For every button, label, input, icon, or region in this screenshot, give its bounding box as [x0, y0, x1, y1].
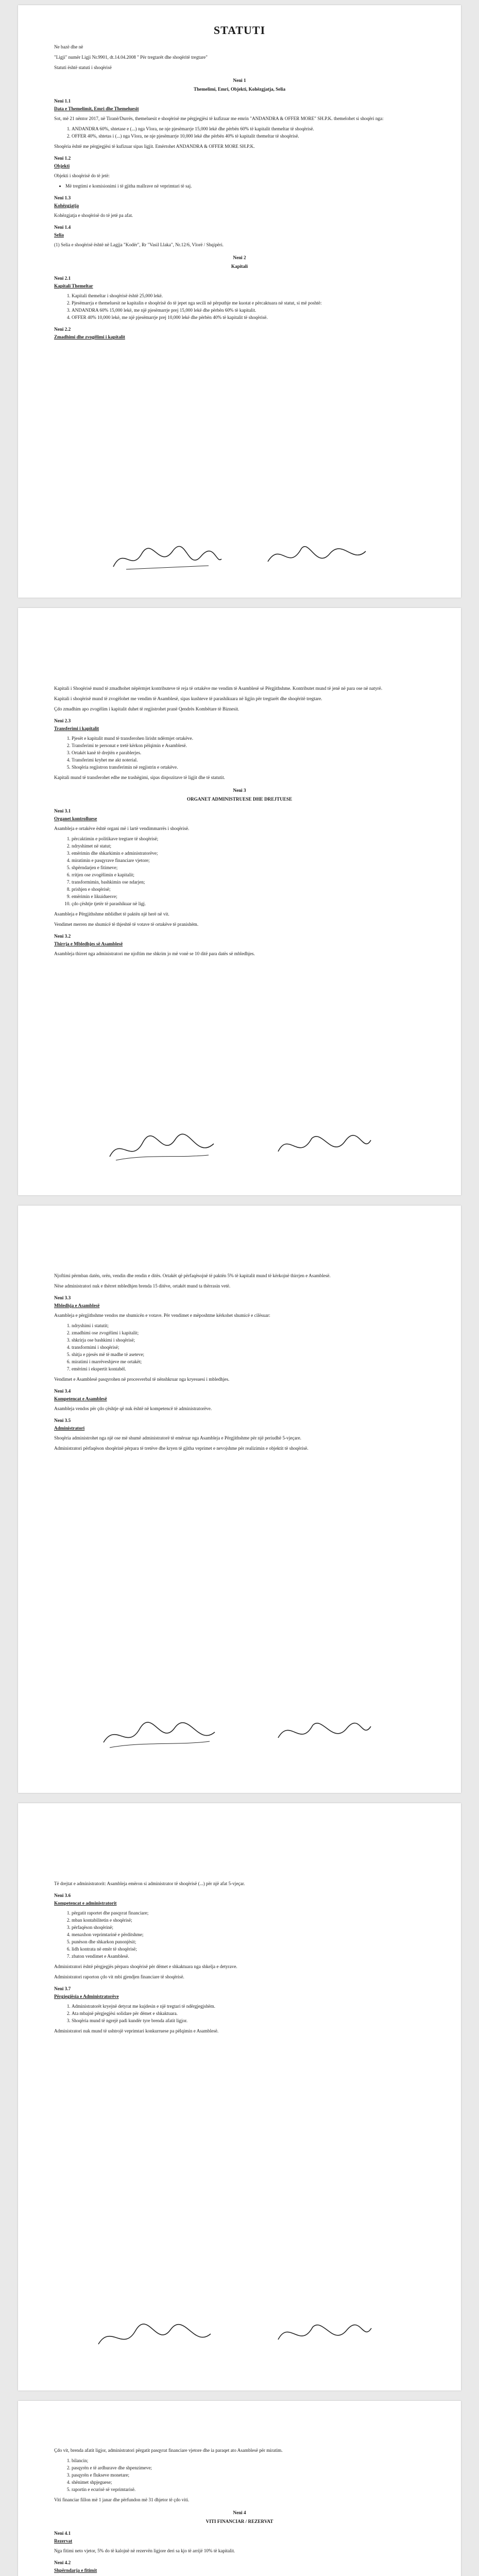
section-title: Kompetencat e Asamblesë [54, 1396, 107, 1401]
list-item: 4. menaxhon veprimtarinë e përditshme; [72, 1931, 425, 1938]
paragraph: Të drejtat e administratorit: Asambleja emëron si administrator të shoqërisë (...) për një afat 5-vjeçar. [54, 1881, 245, 1886]
list-item: 2. pasqyrën e të ardhurave dhe shpenzimeve; [72, 2465, 425, 2471]
section-number: Neni 3.2 [54, 934, 71, 939]
paragraph: Nga fitimi neto vjetor, 5% do të kalojnë në rezervën ligjore deri sa kjo të arrijë 10% të kapitalit. [54, 2548, 235, 2553]
paragraph: Vendimet e Asamblesë pasqyrohen në procesverbal të nënshkruar nga kryesuesi i mbledhjes. [54, 1377, 230, 1382]
list-item: 6. lidh kontrata në emër të shoqërisë; [72, 1946, 425, 1953]
section-number: Neni 1.4 [54, 225, 71, 230]
document-title: STATUTI [213, 24, 266, 37]
article-number: Neni 4 [233, 2510, 246, 2515]
paragraph: Administratori nuk mund të ushtrojë veprimtari konkurruese pa pëlqimin e Asamblesë. [54, 2028, 219, 2033]
paragraph: Asambleja thirret nga administratori me njoftim me shkrim jo më vonë se 10 ditë para datës së mbledhjes. [54, 951, 255, 956]
list-item: 3. shkrirja ose bashkimi i shoqërisë; [72, 1337, 425, 1344]
list-item: 6. rritjen ose zvogëlimin e kapitalit; [72, 872, 425, 878]
list-item: 5. shitja e pjesës më të madhe të aseteve; [72, 1351, 425, 1358]
section-title: Kapitali Themeltar [54, 283, 93, 289]
list-item: 1. bilancin; [72, 2458, 425, 2464]
paragraph: Shoqëria administrohet nga një ose më shumë administratorë të emëruar nga Asambleja e Përgjithshme për një periudhë 5-vjeçare. [54, 1435, 301, 1440]
list-item: 1. Pjesët e kapitalit mund të transferohen lirisht ndërmjet ortakëve. [72, 735, 425, 742]
list-item: 3. emërimin dhe shkarkimin e administratorëve; [72, 850, 425, 857]
list-item: 3. Shoqëria mund të ngrejë padi kundër tyre brenda afatit ligjor. [72, 2018, 425, 2024]
signature-graphic [111, 541, 224, 577]
list-item: 7. transformimin, bashkimin ose ndarjen; [72, 879, 425, 886]
signature-graphic [95, 2318, 214, 2360]
list-item: 6. miratimi i marrëveshjeve me ortakët; [72, 1359, 425, 1365]
signature-graphic [276, 1126, 373, 1167]
signature-graphic [276, 2316, 373, 2357]
list-item: 1. ndryshimi i statutit; [72, 1323, 425, 1329]
section-title: Zmadhimi dhe zvogëlimi i kapitalit [54, 334, 125, 340]
list-item: 9. emërimin e likuiduesve; [72, 893, 425, 900]
section-title: Transferimi i kapitalit [54, 726, 99, 731]
signature-graphic [106, 1128, 219, 1170]
list-item: 2. mban kontabilitetin e shoqërisë; [72, 1917, 425, 1924]
list-item: 10. çdo çështje tjetër të parashikuar në ligj. [72, 901, 425, 907]
section-number: Neni 3.1 [54, 808, 71, 814]
list-item: 7. emërimi i ekspertit kontabël. [72, 1366, 425, 1372]
paragraph: Kapitali mund të transferohet edhe me trashëgimi, sipas dispozitave të ligjit dhe të statutit. [54, 775, 225, 780]
paragraph: Njoftimi përmban datën, orën, vendin dhe rendin e ditës. Ortakët që përfaqësojnë të paktën 5% të kapitalit mund të kërkojnë thirrjen e Asamblesë. [54, 1273, 331, 1278]
list-item: 5. punëson dhe shkarkon punonjësit; [72, 1939, 425, 1945]
section-title: Shpërndarja e fitimit [54, 2568, 97, 2573]
paragraph: Asambleja e Përgjithshme mblidhet të paktën një herë në vit. [54, 911, 169, 917]
paragraph: Çdo vit, brenda afatit ligjor, administratori përgatit pasqyrat financiare vjetore dhe ia paraqet ato Asamblesë për miratim. [54, 2448, 283, 2453]
section-number: Neni 3.4 [54, 1388, 71, 1394]
document-page-4 [18, 1803, 461, 2391]
paragraph: Administratori raporton çdo vit mbi gjendjen financiare të shoqërisë. [54, 1974, 184, 1979]
list-item: 3. Ortakët kanë të drejtën e parablerjes. [72, 750, 425, 756]
article-heading: Kapitali [231, 264, 248, 269]
section-number: Neni 3.6 [54, 1893, 71, 1898]
list-item: • Më tregtimi e komisionimi i të gjitha mallrave në veprimtari të saj. [65, 183, 425, 190]
paragraph: Asambleja e përgjithshme vendos me shumicën e votave. Për vendimet e mëposhtme kërkohet shumicë e cilësuar: [54, 1313, 270, 1318]
article-heading: VITI FINANCIAR / REZERVAT [206, 2519, 273, 2524]
paragraph: Kapitali i Shoqërisë mund të zmadhohet nëpërmjet kontributeve të reja të ortakëve me vendim të Asamblesë së Përgjithshme. Kontributet mund të jenë në para ose në natyrë. [54, 686, 383, 691]
paragraph: Kohëzgjatja e shoqërisë do të jetë pa afat. [54, 213, 133, 218]
section-title: Rezervat [54, 2538, 73, 2544]
section-number: Neni 2.3 [54, 718, 71, 723]
paragraph: Kapitali i shoqërisë mund të zvogëlohet me vendim të Asamblesë, sipas kushteve të parashikuara në ligjin për tregtarët dhe shoqëritë tregtare. [54, 696, 322, 701]
section-number: Neni 2.1 [54, 276, 71, 281]
list-item: 3. përfaqëson shoqërinë; [72, 1924, 425, 1931]
document-page-3 [18, 1206, 461, 1793]
list-item: 2. Transferimi te personat e tretë kërkon pëlqimin e Asamblesë. [72, 742, 425, 749]
section-number: Neni 1.3 [54, 195, 71, 200]
list-item: 2. Pjesëmarrja e themeluesit ne kapitalin e shoqërisë do të jepet nga secili në përputhje me kuotat e përcaktuara në statut, si më poshtë: [72, 300, 425, 307]
list-item: 7. zbaton vendimet e Asamblesë. [72, 1953, 425, 1960]
section-number: Neni 4.2 [54, 2560, 71, 2565]
list-item: 1. Administratorët kryejnë detyrat me kujdesin e një tregtari të ndërgjegjshëm. [72, 2003, 425, 2010]
paragraph: Vendimet merren me shumicë të thjeshtë të votave të ortakëve të pranishëm. [54, 922, 199, 927]
list-item: 1. përcaktimin e politikave tregtare të shoqërisë; [72, 836, 425, 842]
document-page-5 [18, 2401, 461, 2576]
list-item: 2. ndryshimet në statut; [72, 843, 425, 850]
section-number: Neni 3.3 [54, 1295, 71, 1300]
paragraph: Asambleja vendos për çdo çështje që nuk është në kompetencë të administratorëve. [54, 1406, 212, 1411]
section-number: Neni 3.5 [54, 1418, 71, 1423]
document-page-2 [18, 608, 461, 1195]
section-number: Neni 2.2 [54, 327, 71, 332]
article-number: Neni 1 [233, 78, 246, 83]
paragraph: Sot, më 21 nëntor 2017, në Tiranë/Durrës, themeluesit e shoqërisë me përgjegjësi të kufizuar me emrin "ANDANDRA & OFFER MORE" SH.P.K. themelohet si shoqëri nga: [54, 116, 384, 121]
paragraph: Çdo zmadhim apo zvogëlim i kapitalit duhet të regjistrohet pranë Qendrës Kombëtare të Biznesit. [54, 706, 239, 711]
paragraph: Nëse administratori nuk e thërret mbledhjen brenda 15 ditëve, ortakët mund ta thërrasin vetë. [54, 1283, 231, 1289]
section-title: Data e Themelimit, Emri dhe Themeluesit [54, 106, 139, 111]
signature-graphic [265, 538, 368, 574]
list-item: 2. Ata mbajnë përgjegjësi solidare për dëmet e shkaktuara. [72, 2010, 425, 2017]
section-title: Përgjegjësia e Administratorëve [54, 1994, 119, 1999]
paragraph: Asambleja e ortakëve është organi më i lartë vendimmarrës i shoqërisë. [54, 826, 190, 831]
header-line: Ne bazë dhe në [54, 44, 83, 49]
section-title: Objekti [54, 163, 70, 168]
list-item: 2. OFFER 40%, shtetas i (...) nga Vlora, ne nje pjesëmarrje 10,000 lekë dhe përbën 40% të kapitalit themeltar të shoqërisë. [72, 133, 425, 140]
paragraph: Objekti i shoqërisë do të jetë: [54, 173, 110, 178]
section-title: Administratori [54, 1426, 85, 1431]
article-heading: ORGANET ADMINISTRUESE DHE DREJTUESE [186, 796, 293, 802]
paragraph: Administratori përfaqëson shoqërinë përpara të tretëve dhe kryen të gjitha veprimet e nevojshme për realizimin e objektit të shoqërisë. [54, 1446, 309, 1451]
article-number: Neni 2 [233, 255, 246, 260]
list-item: 4. Transferimi kryhet me akt noterial. [72, 757, 425, 764]
section-title: Organet kontrolluese [54, 816, 97, 821]
list-item: 4. miratimin e pasqyrave financiare vjetore; [72, 857, 425, 864]
section-number: Neni 1.1 [54, 98, 71, 104]
paragraph: Shoqëria është me përgjegjësi të kufizuar sipas ligjit. Emërtohet ANDANDRA & OFFER MORE SH.P.K. [54, 144, 255, 149]
article-number: Neni 3 [233, 788, 246, 793]
section-number: Neni 1.2 [54, 156, 71, 161]
list-item: 4. transformimi i shoqërisë; [72, 1344, 425, 1351]
list-item: 8. prishjen e shoqërisë; [72, 886, 425, 893]
list-item: 5. Shoqëria regjistron transferimin në regjistrin e ortakëve. [72, 764, 425, 771]
list-item: 3. ANDANDRA 60% 15,000 lekë, me një pjesëmarrje prej 15,000 lekë dhe përbën 60% të kapitalit. [72, 307, 425, 314]
paragraph: Administratori është përgjegjës përpara shoqërisë për dëmet e shkaktuara nga shkelja e detyrave. [54, 1964, 237, 1969]
section-number: Neni 3.7 [54, 1986, 71, 1991]
list-item: 1. Kapitali themeltar i shoqërisë është 25,000 lekë. [72, 293, 425, 299]
list-item: 5. shpërndarjen e fitimeve; [72, 865, 425, 871]
section-title: Kohëzgjatja [54, 203, 79, 208]
section-title: Thirrja e Mbledhjes së Asamblesë [54, 941, 123, 946]
section-title: Mbledhja e Asamblesë [54, 1303, 100, 1308]
list-item: 3. pasqyrën e flukseve monetare; [72, 2472, 425, 2479]
section-title: Kompetencat e administratorit [54, 1901, 117, 1906]
paragraph: (1) Selia e shoqërisë është në Lagjja "Kodër", Rr "Vasil Llaka", Nr.12/6, Vlorë / Shqipëri. [54, 242, 224, 247]
list-item: 2. zmadhimi ose zvogëlimi i kapitalit; [72, 1330, 425, 1336]
document-page-1 [18, 5, 461, 598]
list-item: 4. shënimet shpjeguese; [72, 2479, 425, 2486]
header-line: "Ligji" numër Ligji Nr.9901, dt.14.04.2008 " Për tregtarët dhe shoqëritë tregtare" [54, 55, 208, 60]
section-title: Selia [54, 232, 64, 238]
paragraph: Viti financiar fillon më 1 janar dhe përfundon më 31 dhjetor të çdo viti. [54, 2497, 190, 2502]
list-item: 1. ANDANDRA 60%, shtetase e (...) nga Vlora, ne nje pjesëmarrje 15,000 lekë dhe përbën 60% të kapitalit themeltar të shoqërisë. [72, 126, 425, 132]
header-line: Statuti është statuti i shoqërisë [54, 65, 112, 70]
signature-graphic [276, 1713, 373, 1754]
list-item: 5. raportin e ecurisë së veprimtarisë. [72, 2486, 425, 2493]
section-number: Neni 4.1 [54, 2531, 71, 2536]
article-heading: Themelimi, Emri, Objekti, Kohëzgjatja, Selia [193, 87, 286, 92]
list-item: 1. përgatit raportet dhe pasqyrat financiare; [72, 1910, 425, 1917]
signature-graphic [100, 1716, 219, 1757]
list-item: 4. OFFER 40% 10,000 lekë, me një pjesëmarrje prej 10,000 lekë dhe përbën 40% të kapitalit të shoqërisë. [72, 314, 425, 321]
